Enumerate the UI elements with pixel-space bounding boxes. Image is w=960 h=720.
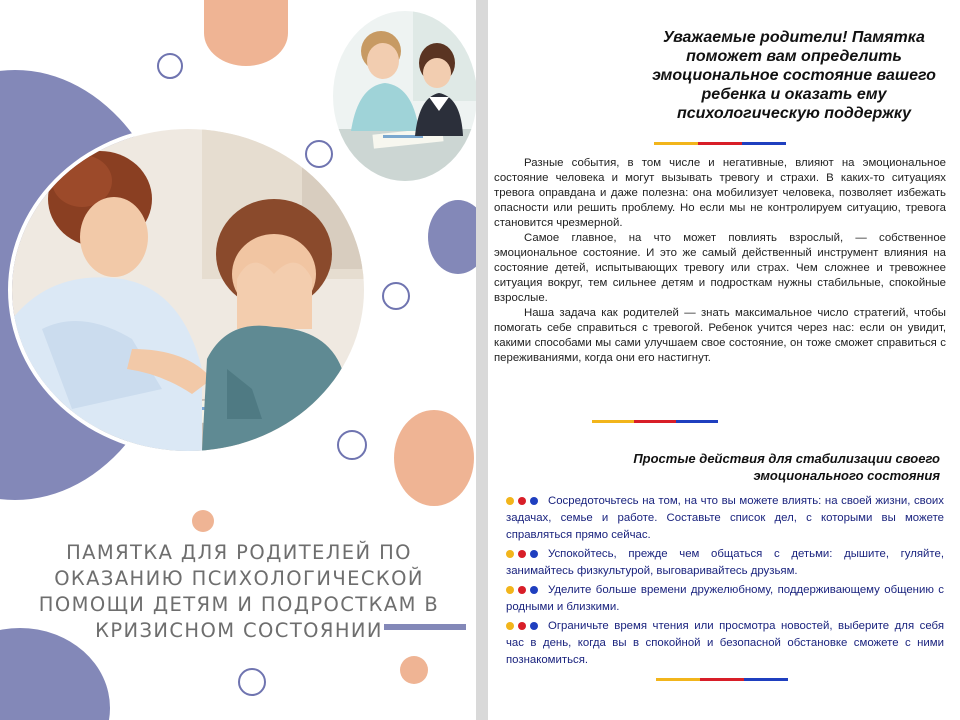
photo-mother-comforting-child: [8, 125, 368, 455]
paragraph: Самое главное, на что может повлиять взрослый, — собственное эмоциональное состояние. И это же самый действенный инструмент влияния на состояние детей, испытывающих тревогу или страх. Чем сложнее и тревожнее ситуация вокруг, тем сильнее детям и подросткам нужны стабильные, спокойные взрослые.: [494, 232, 946, 304]
intro-text: [494, 156, 946, 366]
actions-list: [506, 493, 944, 671]
tricolor-bullet-icon: [506, 493, 542, 510]
decor-ring-right: [382, 282, 410, 310]
list-item-text: Ограничьте время чтения или просмотра новостей, выберите для себя час в день, когда вы в спокойной и безопасной обстановке сможете с ними познакомиться.: [506, 620, 944, 666]
photo-illustration: [12, 129, 364, 451]
decor-ring-bottom: [238, 668, 266, 696]
decor-dot-peach-bottom: [400, 656, 428, 684]
list-item: [506, 582, 944, 616]
divider-tricolor-mid: [592, 420, 718, 423]
divider-tricolor-bottom: [656, 678, 788, 681]
page-gutter: [476, 0, 488, 720]
list-item-text: Успокойтесь, прежде чем общаться с детьми: дышите, гуляйте, занимайтесь физкультурой, выговаривайтесь друзьям.: [506, 548, 944, 577]
list-item-text: Уделите больше времени дружелюбному, поддерживающему общению с родными и близкими.: [506, 584, 944, 613]
tricolor-bullet-icon: [506, 582, 542, 599]
decor-circle-peach-top: [204, 0, 288, 66]
decor-circle-peach-right: [394, 410, 474, 506]
decor-dot-peach: [192, 510, 214, 532]
stabilization-subheading: Простые действия для стабилизации своего эмоционального состояния: [633, 451, 940, 483]
decor-ring-mid: [305, 140, 333, 168]
paragraph: Наша задача как родителей — знать максимальное число стратегий, чтобы помогать себе справиться с тревогой. Ребенок учится через нас: если он увидит, какими способами мы сами улучшаем свое состояние, он тоже сможет справиться с переживаниями, когда они его настигнут.: [494, 307, 946, 364]
list-item: [506, 546, 944, 580]
tricolor-bullet-icon: [506, 618, 542, 635]
small-photo-illustration: [333, 11, 476, 181]
paragraph: Разные события, в том числе и негативные, влияют на эмоциональное состояние человека и могут вызывать тревогу и страхи. В каких-то ситуациях тревога оправдана и даже полезна: она мобилизует человека, позволяет избежать опасности или решить проблему. Но если мы не контролируем ситуацию, тревога становится чрезмерной.: [494, 157, 946, 229]
photo-mother-daughter-reading: [330, 8, 476, 184]
list-item-text: Сосредоточьтесь на том, на что вы можете влиять: на своей жизни, своих задачах, семье и работе. Составьте список дел, с которыми вы можете справляться прямо сейчас.: [506, 495, 944, 541]
brochure-title: ПАМЯТКА ДЛЯ РОДИТЕЛЕЙ ПО ОКАЗАНИЮ ПСИХОЛОГИЧЕСКОЙ ПОМОЩИ ДЕТЯМ И ПОДРОСТКАМ В КРИЗИСНОМ СОСТОЯНИИ: [38, 541, 440, 642]
list-item: [506, 618, 944, 669]
parents-heading: Уважаемые родители! Памятка поможет вам определить эмоциональное состояние вашего ребенка и оказать ему психологическую поддержку: [652, 29, 936, 122]
decor-ring-top: [157, 53, 183, 79]
tricolor-bullet-icon: [506, 546, 542, 563]
list-item: [506, 493, 944, 544]
title-underline: [384, 624, 466, 630]
divider-tricolor-top: [654, 142, 786, 145]
decor-ring-lower: [337, 430, 367, 460]
left-page: [0, 0, 476, 720]
decor-circle-periwinkle-right: [428, 200, 476, 274]
right-page: [488, 0, 960, 720]
